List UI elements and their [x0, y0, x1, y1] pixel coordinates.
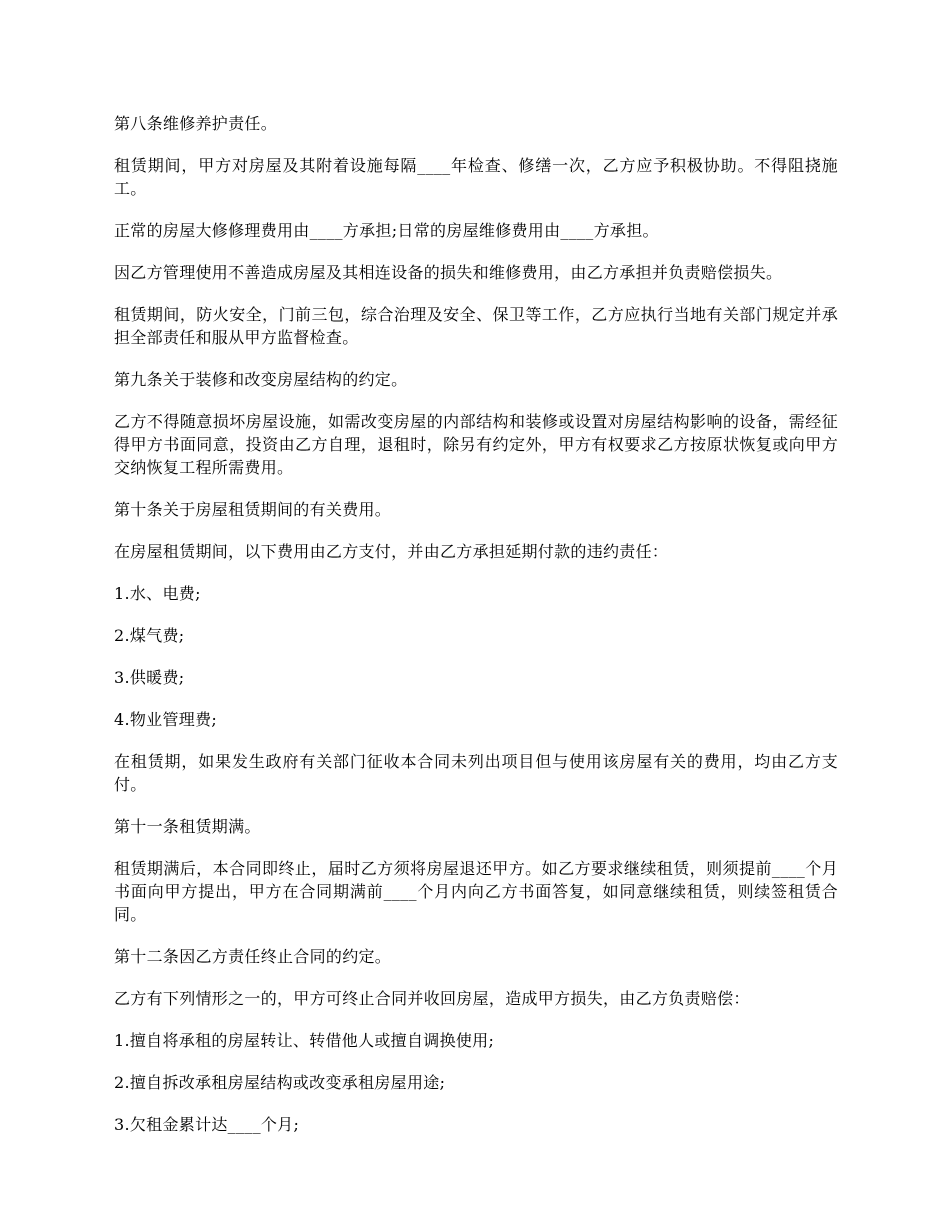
- paragraph: 在房屋租赁期间，以下费用由乙方支付，并由乙方承担延期付款的违约责任：: [114, 542, 669, 561]
- clause-heading-10: 第十条关于房屋租赁期间的有关费用。: [114, 500, 392, 519]
- paragraph: 因乙方管理使用不善造成房屋及其相连设备的损失和维修费用，由乙方承担并负责赔偿损失。: [114, 263, 783, 282]
- paragraph: 租赁期间，防火安全，门前三包，综合治理及安全、保卫等工作，乙方应执行当地有关部门规定并承担全部责任和服从甲方监督检查。: [114, 305, 838, 347]
- clause-heading-8: 第八条维修养护责任。: [114, 114, 278, 133]
- clause-heading-9: 第九条关于装修和改变房屋结构的约定。: [114, 370, 408, 389]
- clause-heading-11: 第十一条租赁期满。: [114, 817, 261, 836]
- list-item: 4.物业管理费;: [114, 710, 218, 729]
- paragraph: 在租赁期，如果发生政府有关部门征收本合同未列出项目但与使用该房屋有关的费用，均由乙方支付。: [114, 752, 838, 794]
- paragraph: 正常的房屋大修修理费用由____方承担;日常的房屋维修费用由____方承担。: [114, 221, 659, 240]
- document-body: [114, 112, 838, 1155]
- paragraph: 租赁期间，甲方对房屋及其附着设施每隔____年检查、修缮一次，乙方应予积极协助。不得阻挠施工。: [114, 156, 838, 198]
- paragraph: 租赁期满后，本合同即终止，届时乙方须将房屋退还甲方。如乙方要求继续租赁，则须提前____个月书面向甲方提出，甲方在合同期满前____个月内向乙方书面答复，如同意继续租赁，则续签租赁合同。: [114, 859, 838, 924]
- clause-heading-12: 第十二条因乙方责任终止合同的约定。: [114, 947, 392, 966]
- list-item: 2.煤气费;: [114, 626, 185, 645]
- paragraph: 乙方不得随意损坏房屋设施，如需改变房屋的内部结构和装修或设置对房屋结构影响的设备，需经征得甲方书面同意，投资由乙方自理，退租时，除另有约定外，甲方有权要求乙方按原状恢复或向甲方交纳恢复工程所需费用。: [114, 412, 838, 477]
- list-item: 1.水、电费;: [114, 584, 201, 603]
- list-item: 3.供暖费;: [114, 668, 185, 687]
- list-item: 3.欠租金累计达____个月;: [114, 1115, 300, 1134]
- list-item: 1.擅自将承租的房屋转让、转借他人或擅自调换使用;: [114, 1031, 495, 1050]
- paragraph: 乙方有下列情形之一的，甲方可终止合同并收回房屋，造成甲方损失，由乙方负责赔偿：: [114, 989, 750, 1008]
- list-item: 2.擅自拆改承租房屋结构或改变承租房屋用途;: [114, 1073, 446, 1092]
